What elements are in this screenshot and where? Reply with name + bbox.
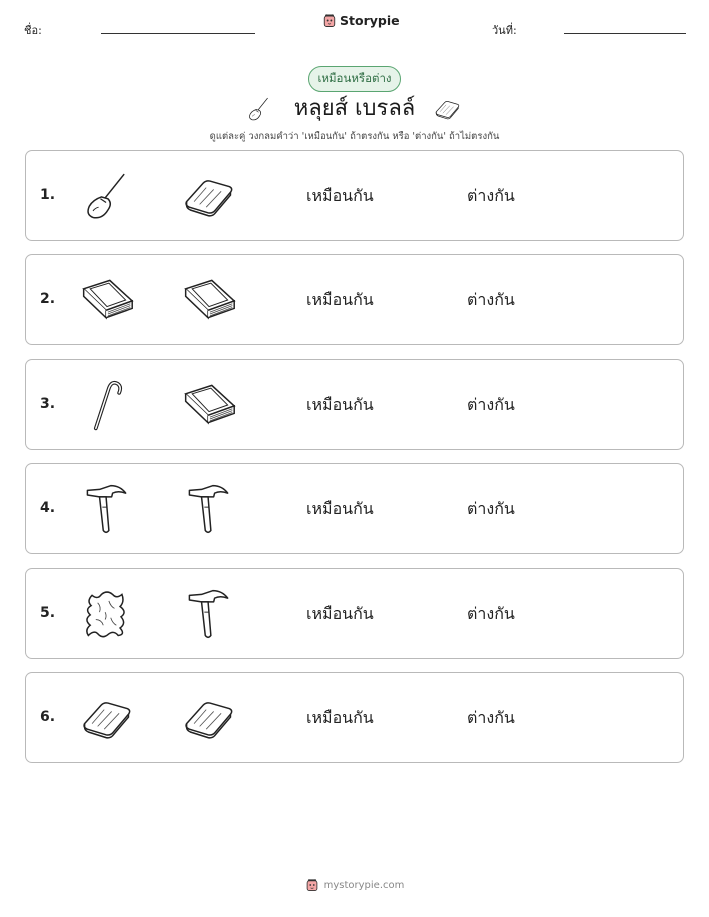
- question-number: 3.: [40, 395, 56, 412]
- instructions: ดูแต่ละคู่ วงกลมคำว่า 'เหมือนกัน' ถ้าตรงกัน หรือ 'ต่างกัน' ถ้าไม่ตรงกัน: [209, 131, 500, 142]
- option-same[interactable]: เหมือนกัน: [306, 708, 374, 727]
- book-icon: [180, 272, 238, 328]
- question-card: [25, 359, 684, 450]
- hammer-icon: [180, 481, 238, 537]
- footer: [0, 878, 709, 892]
- option-same[interactable]: เหมือนกัน: [306, 603, 374, 623]
- question-card: [25, 150, 684, 241]
- question-number: 2.: [40, 291, 56, 308]
- leather-hide-icon: [78, 586, 136, 642]
- option-same[interactable]: เหมือนกัน: [306, 499, 374, 519]
- date-label: วันที่:: [492, 24, 517, 37]
- option-different[interactable]: ต่างกัน: [467, 708, 515, 727]
- option-different[interactable]: ต่างกัน: [467, 394, 515, 414]
- slate-icon: [432, 95, 463, 123]
- awl-icon: [245, 95, 273, 123]
- name-line[interactable]: [101, 33, 255, 34]
- question-number: 4.: [40, 500, 56, 517]
- question-number: 5.: [40, 604, 56, 621]
- brand-name: Storypie: [340, 13, 400, 28]
- question-card: [25, 672, 684, 763]
- page-header: [0, 0, 709, 50]
- option-different[interactable]: ต่างกัน: [467, 499, 515, 519]
- question-card: [25, 254, 684, 345]
- hammer-icon: [180, 586, 238, 642]
- option-different[interactable]: ต่างกัน: [467, 603, 515, 623]
- book-icon: [78, 272, 136, 328]
- slate-icon: [180, 690, 238, 746]
- cane-icon: [78, 377, 136, 433]
- option-same[interactable]: เหมือนกัน: [306, 186, 374, 205]
- book-icon: [180, 377, 238, 433]
- question-card: [25, 568, 684, 659]
- question-number: 1.: [40, 187, 56, 203]
- option-same[interactable]: เหมือนกัน: [306, 290, 374, 310]
- title-row: [0, 92, 709, 126]
- question-card: [25, 463, 684, 554]
- hammer-icon: [78, 481, 136, 537]
- awl-icon: [78, 168, 136, 224]
- worksheet-type-badge: เหมือนหรือต่าง: [308, 66, 401, 92]
- option-different[interactable]: ต่างกัน: [467, 290, 515, 310]
- footer-url[interactable]: mystorypie.com: [323, 879, 405, 891]
- slate-icon: [180, 168, 238, 224]
- option-same[interactable]: เหมือนกัน: [306, 394, 374, 414]
- page-title: หลุยส์ เบรลล์: [293, 96, 416, 121]
- storypie-mascot-icon: [322, 13, 337, 28]
- name-label: ชื่อ:: [24, 24, 42, 37]
- question-number: 6.: [40, 709, 56, 725]
- option-different[interactable]: ต่างกัน: [467, 186, 515, 205]
- storypie-mascot-icon: [305, 878, 319, 892]
- slate-icon: [78, 690, 136, 746]
- brand-logo: [322, 13, 400, 28]
- date-line[interactable]: [564, 33, 686, 34]
